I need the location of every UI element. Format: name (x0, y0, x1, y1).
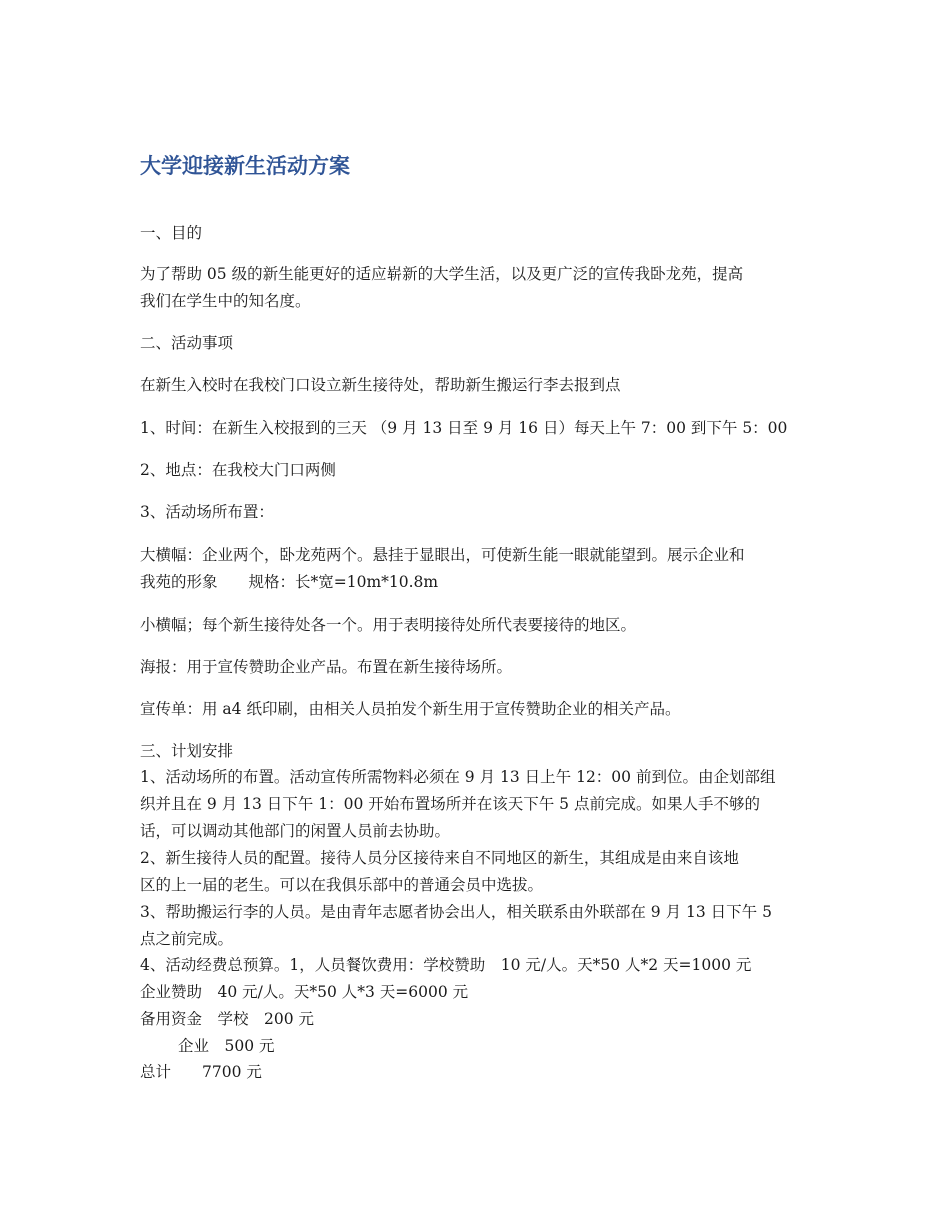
flyer: 宣传单：用 a4 纸印刷，由相关人员拍发个新生用于宣传赞助企业的相关产品。 (140, 700, 681, 718)
activity-time: 1、时间：在新生入校报到的三天 （9 月 13 日至 9 月 16 日）每天上午 7：00 到下午 5：00 (140, 419, 788, 437)
poster: 海报：用于宣传赞助企业产品。布置在新生接待场所。 (140, 658, 513, 676)
plan-2-line-1: 2、新生接待人员的配置。接待人员分区接待来自不同地区的新生，其组成是由来自该地 (140, 849, 739, 867)
purpose-heading: 一、目的 (140, 224, 203, 242)
plan-1-line-3: 话，可以调动其他部门的闲置人员前去协助。 (140, 822, 451, 840)
activity-place: 2、地点：在我校大门口两侧 (140, 461, 336, 479)
big-banner-line-2: 我苑的形象 规格：长*宽=10m*10.8m (140, 573, 439, 591)
plan-3-line-1: 3、帮助搬运行李的人员。是由青年志愿者协会出人，相关联系由外联部在 9 月 13 日下午 5 (140, 903, 772, 921)
plan-2-line-2: 区的上一届的老生。可以在我俱乐部中的普通会员中选拔。 (140, 876, 544, 894)
reserve-company: 企业 500 元 (178, 1037, 275, 1055)
activity-layout: 3、活动场所布置： (140, 503, 274, 521)
document-title: 大学迎接新生活动方案 (140, 154, 350, 178)
purpose-text-line-1: 为了帮助 05 级的新生能更好的适应崭新的大学生活，以及更广泛的宣传我卧龙苑，提高 (140, 265, 744, 283)
plan-heading: 三、计划安排 (140, 742, 234, 760)
plan-1-line-1: 1、活动场所的布置。活动宣传所需物料必须在 9 月 13 日上午 12：00 前到位。由企划部组 (140, 768, 776, 786)
plan-3-line-2: 点之前完成。 (140, 930, 234, 948)
reserve-school: 备用资金 学校 200 元 (140, 1010, 315, 1028)
plan-4-line-2: 企业赞助 40 元/人。天*50 人*3 天=6000 元 (140, 983, 469, 1001)
activity-intro: 在新生入校时在我校门口设立新生接待处，帮助新生搬运行李去报到点 (140, 376, 621, 394)
activity-heading: 二、活动事项 (140, 334, 234, 352)
purpose-text-line-2: 我们在学生中的知名度。 (140, 292, 311, 310)
plan-1-line-2: 织并且在 9 月 13 日下午 1：00 开始布置场所并在该天下午 5 点前完成。如果人手不够的 (140, 795, 760, 813)
small-banner: 小横幅；每个新生接待处各一个。用于表明接待处所代表要接待的地区。 (140, 616, 637, 634)
big-banner-line-1: 大横幅：企业两个，卧龙苑两个。悬挂于显眼出，可使新生能一眼就能望到。展示企业和 (140, 546, 745, 564)
total: 总计 7700 元 (140, 1063, 262, 1081)
plan-4-line-1: 4、活动经费总预算。1，人员餐饮费用：学校赞助 10 元/人。天*50 人*2 天=1000 元 (140, 956, 752, 974)
